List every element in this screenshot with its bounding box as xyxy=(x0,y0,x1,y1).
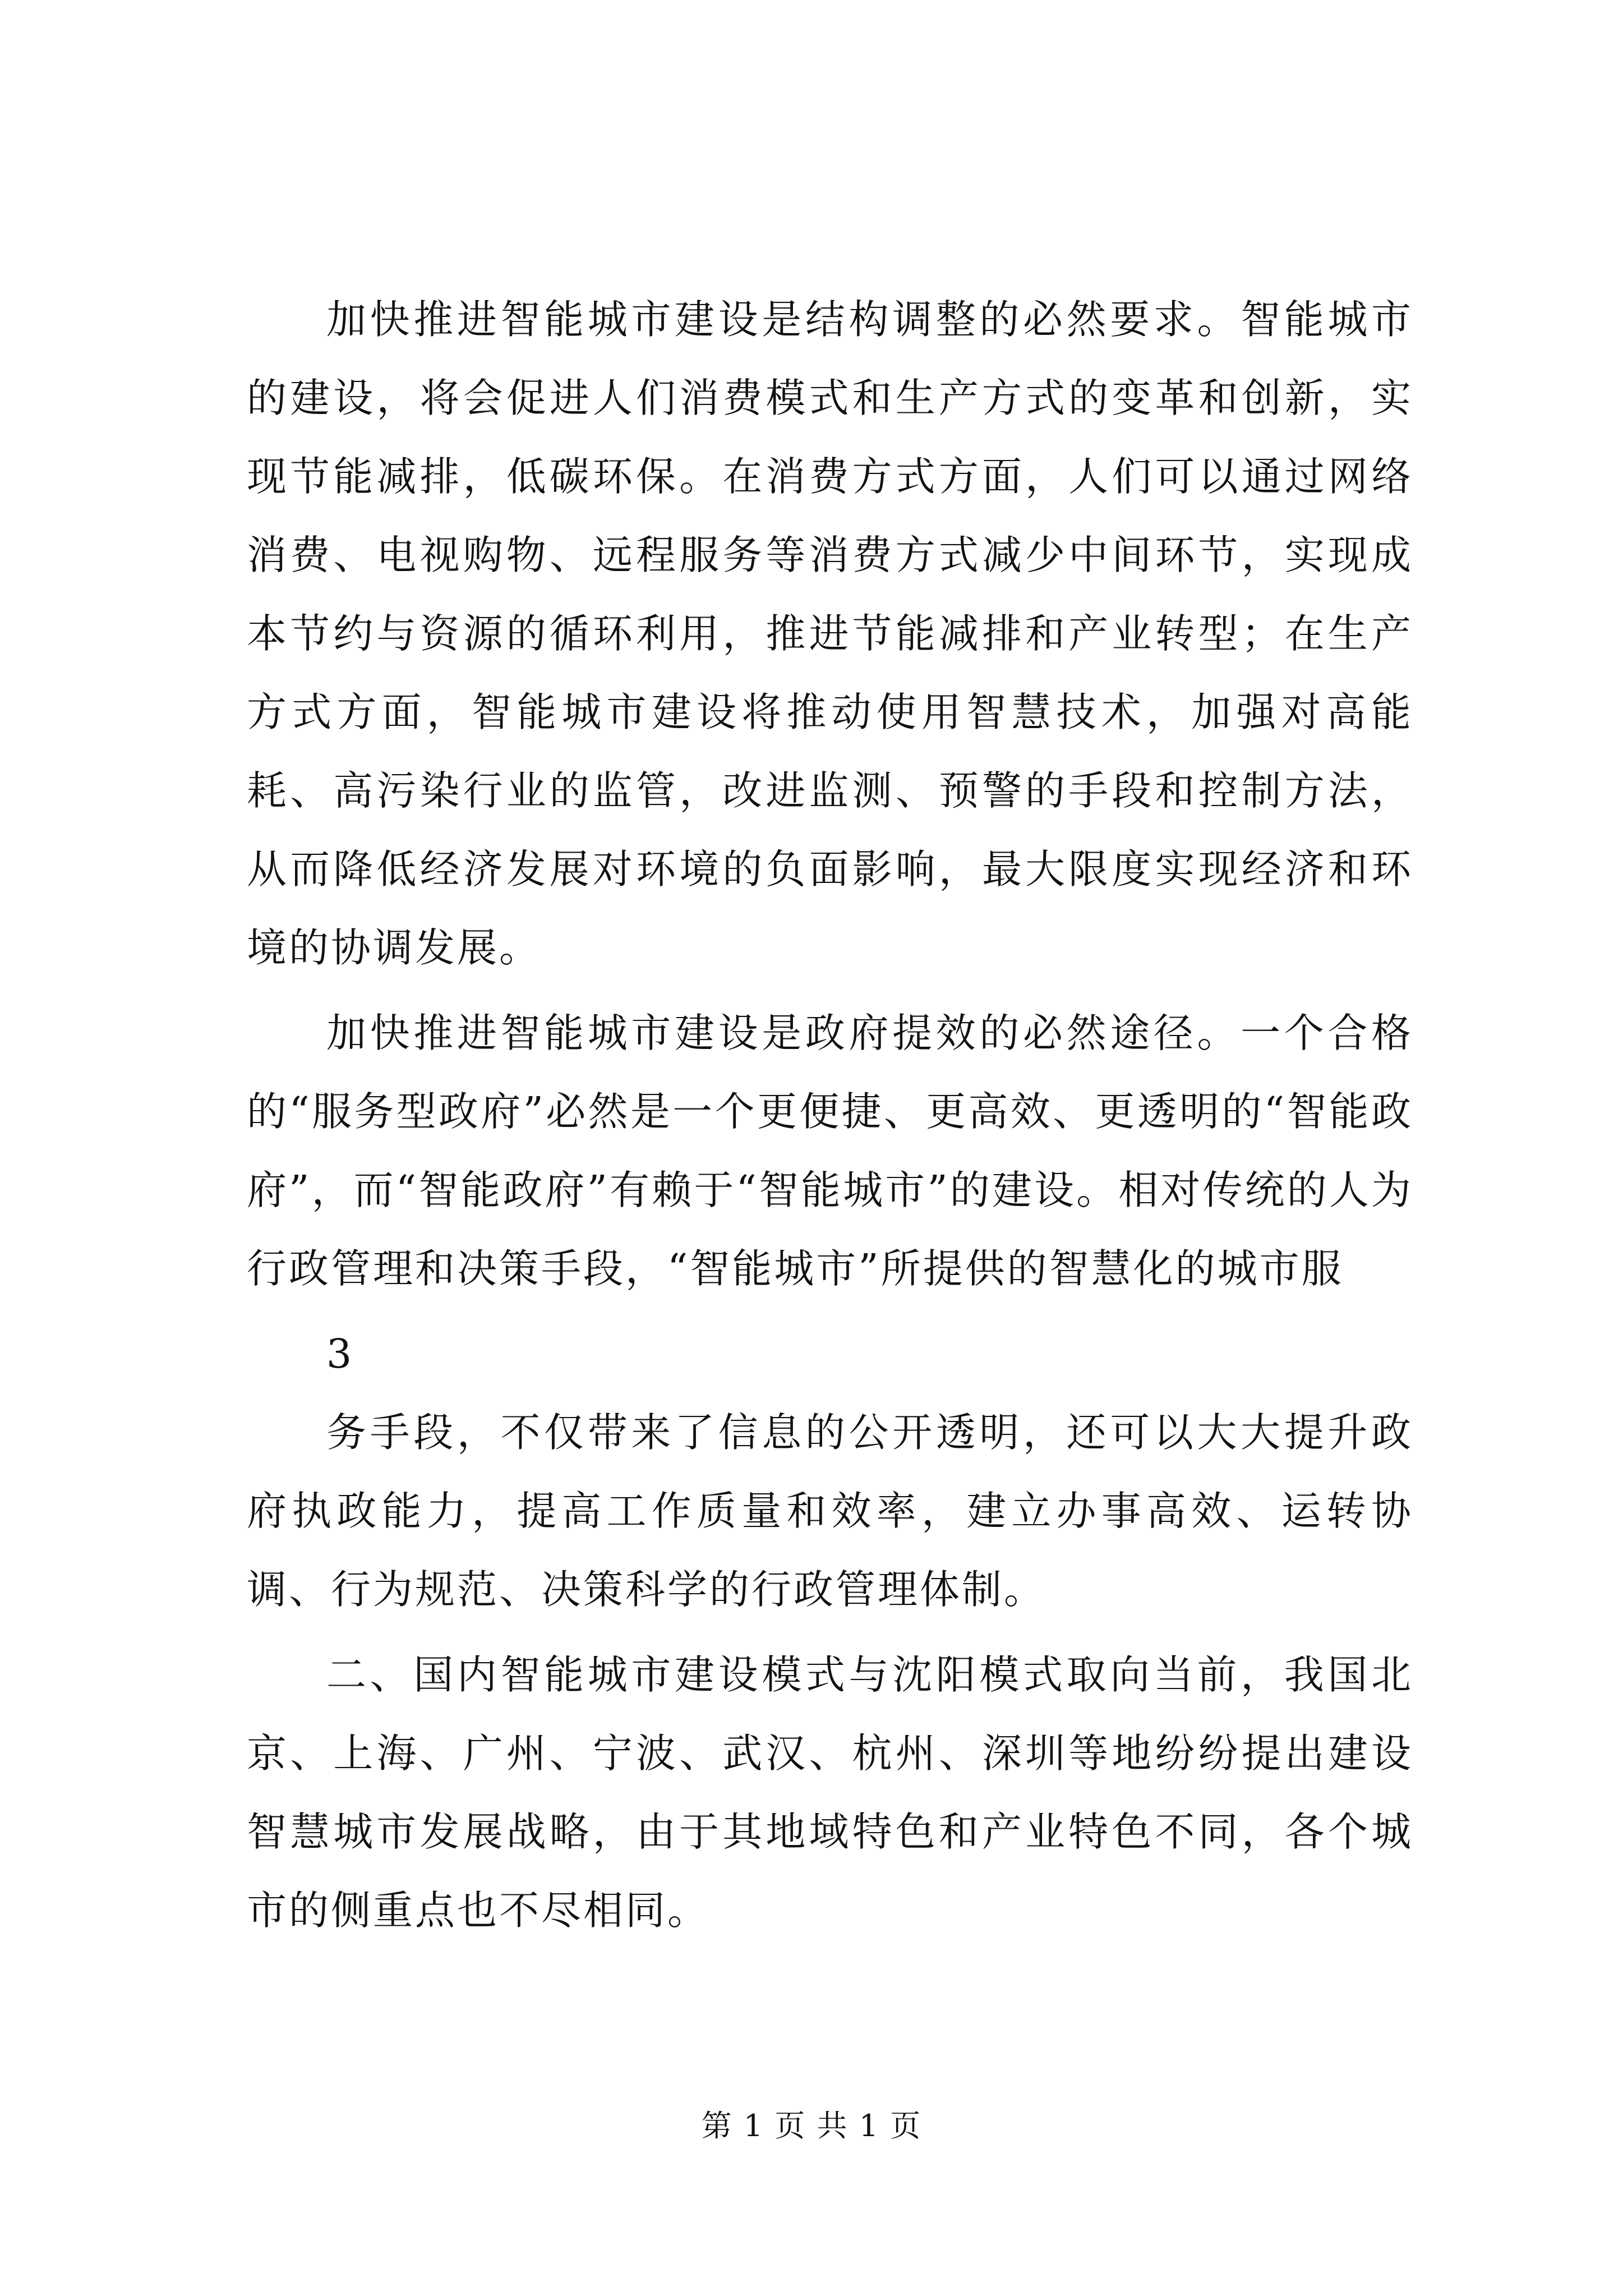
paragraph-domestic-models: 二、国内智能城市建设模式与沈阳模式取向当前，我国北京、上海、广州、宁波、武汉、杭州、深圳等地纷纷提出建设智慧城市发展战略，由于其地域特色和产业特色不同，各个城市的侧重点也不尽相同。 xyxy=(247,1651,1413,1934)
page-footer: 第 1 页 共 1 页 xyxy=(701,2108,922,2143)
paragraph-service-means: 务手段，不仅带来了信息的公开透明，还可以大大提升政府执政能力，提高工作质量和效率，建立办事高效、运转协调、行为规范、决策科学的行政管理体制。 xyxy=(247,1409,1413,1613)
paragraph-structural-adjustment: 加快推进智能城市建设是结构调整的必然要求。智能城市的建设，将会促进人们消费模式和生产方式的变革和创新，实现节能减排，低碳环保。在消费方式方面，人们可以通过网络消费、电视购物、远程服务等消费方式减少中间环节，实现成本节约与资源的循环利用，推进节能减排和产业转型；在生产方式方面，智能城市建设将推动使用智慧技术，加强对高能耗、高污染行业的监管，改进监测、预警的手段和控制方法，从而降低经济发展对环境的负面影响，最大限度实现经济和环境的协调发展。 xyxy=(247,296,1413,971)
document-body xyxy=(247,280,1413,1950)
page-number-marker: 3 xyxy=(326,1331,352,1377)
paragraph-government-efficiency: 加快推进智能城市建设是政府提效的必然途径。一个合格的“服务型政府”必然是一个更便捷、更高效、更透明的“智能政府”，而“智能政府”有赖于“智能城市”的建设。相对传统的人为行政管理和决策手段，“智能城市”所提供的智慧化的城市服 xyxy=(247,1010,1413,1292)
